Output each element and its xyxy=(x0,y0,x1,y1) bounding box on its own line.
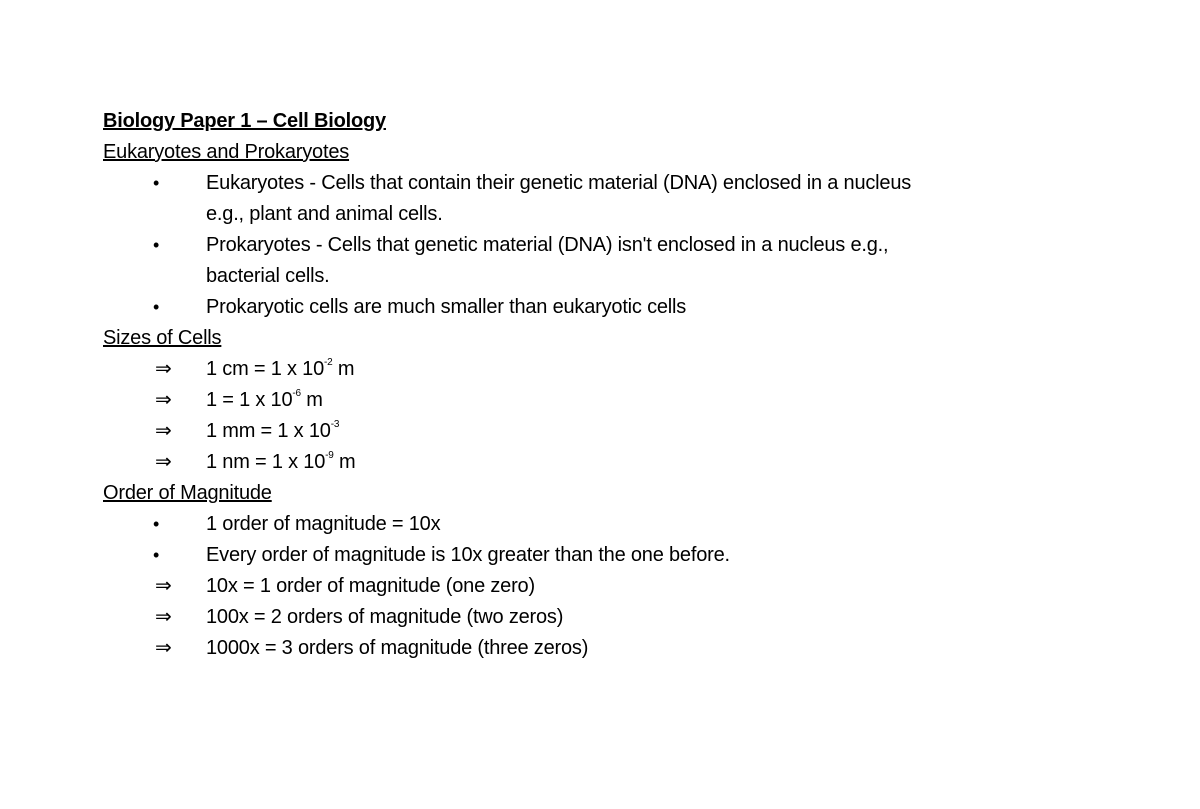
size-equation-base: 1 mm = 1 x 10 xyxy=(206,420,331,442)
bullet-marker: • xyxy=(153,235,160,255)
bullet-marker: • xyxy=(153,297,160,317)
arrow-marker: ⇒ xyxy=(155,575,172,597)
bullet-marker: • xyxy=(153,514,160,534)
bullet-marker: • xyxy=(153,545,160,565)
list-item xyxy=(103,416,1103,447)
list-item-text: Every order of magnitude is 10x greater than the one before. xyxy=(206,544,730,566)
size-equation-unit: m xyxy=(333,451,356,473)
arrow-marker: ⇒ xyxy=(155,637,172,659)
size-equation-unit: m xyxy=(332,358,355,380)
list-item-continuation: e.g., plant and animal cells. xyxy=(206,203,443,225)
list-item-text: 1 order of magnitude = 10x xyxy=(206,513,441,535)
list-item xyxy=(103,571,1103,602)
document-content xyxy=(103,106,1103,664)
list-item xyxy=(103,509,1103,540)
size-equation-exponent: -9 xyxy=(325,450,334,461)
list-item-continuation: bacterial cells. xyxy=(206,265,330,287)
list-item-text: Eukaryotes - Cells that contain their genetic material (DNA) enclosed in a nucleus xyxy=(206,172,912,194)
list-item-text: 1000x = 3 orders of magnitude (three zeros) xyxy=(206,637,589,659)
arrow-marker: ⇒ xyxy=(155,606,172,628)
bullet-marker: • xyxy=(153,173,160,193)
section-heading-order-of-magnitude: Order of Magnitude xyxy=(103,482,272,504)
section-heading-eukaryotes-prokaryotes: Eukaryotes and Prokaryotes xyxy=(103,141,350,163)
list-item-text: 10x = 1 order of magnitude (one zero) xyxy=(206,575,535,597)
list-item xyxy=(103,447,1103,478)
section-heading-sizes-of-cells: Sizes of Cells xyxy=(103,327,222,349)
list-item xyxy=(103,385,1103,416)
size-equation-base: 1 nm = 1 x 10 xyxy=(206,451,326,473)
document-title: Biology Paper 1 – Cell Biology xyxy=(103,110,386,132)
list-item-text: Prokaryotic cells are much smaller than eukaryotic cells xyxy=(206,296,687,318)
arrow-marker: ⇒ xyxy=(155,389,172,411)
list-item xyxy=(103,292,1103,323)
list-item xyxy=(103,230,1103,261)
arrow-marker: ⇒ xyxy=(155,358,172,380)
list-item-text: 100x = 2 orders of magnitude (two zeros) xyxy=(206,606,564,628)
size-equation-exponent: -2 xyxy=(324,357,333,368)
size-equation-exponent: -3 xyxy=(330,419,340,430)
size-equation-exponent: -6 xyxy=(292,388,301,399)
size-equation-unit: m xyxy=(300,389,323,411)
arrow-marker: ⇒ xyxy=(155,451,172,473)
list-item xyxy=(103,602,1103,633)
size-equation-base: 1 cm = 1 x 10 xyxy=(206,358,325,380)
size-equation-base: 1 = 1 x 10 xyxy=(206,389,293,411)
list-item xyxy=(103,168,1103,199)
arrow-marker: ⇒ xyxy=(155,420,172,442)
list-item xyxy=(103,354,1103,385)
list-item xyxy=(103,633,1103,664)
list-item-text: Prokaryotes - Cells that genetic material (DNA) isn't enclosed in a nucleus e.g., xyxy=(206,234,889,256)
list-item xyxy=(103,540,1103,571)
